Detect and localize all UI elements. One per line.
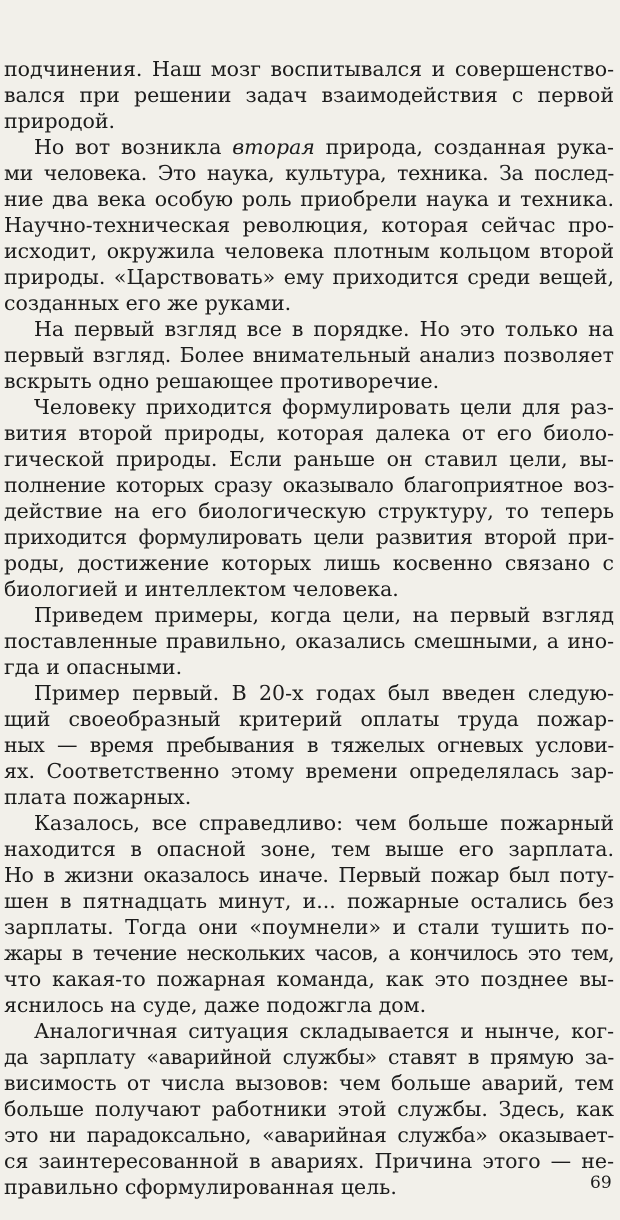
text-line: Аналогичная ситуация складывается и нынче, ког- — [34, 1019, 614, 1043]
text-line: вития второй природы, которая далека от его биоло- — [4, 421, 614, 445]
text-line: что какая-то пожарная команда, как это позднее вы- — [4, 967, 614, 991]
text-line: действие на его биологическую структуру, то теперь — [4, 499, 614, 523]
text-line: вался при решении задач взаимодействия с первой — [4, 83, 614, 107]
text-span: природа, созданная рука- — [325, 135, 614, 159]
text-line: гда и опасными. — [4, 655, 183, 679]
text-line: исходит, окружила человека плотным кольцом второй — [4, 239, 614, 263]
text-line: роды, достижение которых лишь косвенно связано с — [4, 551, 614, 575]
text-line: Научно-техническая революция, которая сейчас про- — [4, 213, 614, 237]
text-line: шен в пятнадцать минут, и... пожарные остались без — [4, 889, 614, 913]
text-line — [34, 134, 614, 160]
text-line: висимость от числа вызовов: чем больше аварий, тем — [4, 1071, 614, 1095]
text-line: вскрыть одно решающее противоречие. — [4, 369, 440, 393]
text-line: гической природы. Если раньше он ставил цели, вы- — [4, 447, 614, 471]
text-line: ных — время пребывания в тяжелых огневых услови- — [4, 733, 614, 757]
text-line: ся заинтересованной в авариях. Причина этого — не- — [4, 1149, 614, 1173]
text-line: правильно сформулированная цель. — [4, 1175, 397, 1199]
text-line: первый взгляд. Более внимательный анализ позволяет — [4, 343, 614, 367]
text-line: ние два века особую роль приобрели наука и техника. — [4, 187, 614, 211]
text-line: Пример первый. В 20-х годах был введен следую- — [34, 681, 614, 705]
text-line: полнение которых сразу оказывало благоприятное воз- — [4, 473, 614, 497]
text-line: ми человека. Это наука, культура, техника. За послед- — [4, 161, 614, 185]
text-line: Приведем примеры, когда цели, на первый взгляд — [34, 603, 614, 627]
text-line: Но в жизни оказалось иначе. Первый пожар был поту- — [4, 863, 614, 887]
text-line: созданных его же руками. — [4, 291, 292, 315]
text-line: находится в опасной зоне, тем выше его зарплата. — [4, 837, 614, 861]
text-line: приходится формулировать цели развития второй при- — [4, 525, 614, 549]
text-line: больше получают работники этой службы. Здесь, как — [4, 1097, 614, 1121]
page-number: 69 — [590, 1173, 612, 1193]
text-line: яснилось на суде, даже подожгла дом. — [4, 993, 427, 1017]
text-line: Казалось, все справедливо: чем больше пожарный — [34, 811, 614, 835]
text-line: да зарплату «аварийной службы» ставят в прямую за- — [4, 1045, 614, 1069]
text-line: На первый взгляд все в порядке. Но это только на — [34, 317, 614, 341]
text-line: жары в течение нескольких часов, а кончилось это тем, — [4, 941, 614, 965]
text-line: подчинения. Наш мозг воспитывался и совершенство- — [4, 57, 614, 81]
text-line: природы. «Царствовать» ему приходится среди вещей, — [4, 265, 614, 289]
text-span: Но вот возникла — [34, 135, 222, 159]
text-line: Человеку приходится формулировать цели для раз- — [34, 395, 614, 419]
italic-word: вторая — [232, 135, 315, 159]
text-line: биологией и интеллектом человека. — [4, 577, 399, 601]
text-line: природой. — [4, 109, 116, 133]
text-line: это ни парадоксально, «аварийная служба» оказывает- — [4, 1123, 614, 1147]
text-line: щий своеобразный критерий оплаты труда пожар- — [4, 707, 614, 731]
text-line: плата пожарных. — [4, 785, 192, 809]
text-line: зарплаты. Тогда они «поумнели» и стали тушить по- — [4, 915, 614, 939]
text-line: поставленные правильно, оказались смешными, а ино- — [4, 629, 614, 653]
text-line: ях. Соответственно этому времени определялась зар- — [4, 759, 614, 783]
